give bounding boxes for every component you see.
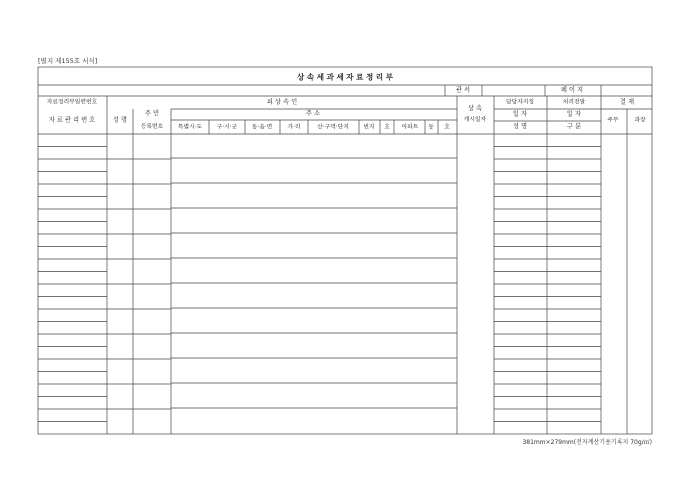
address-part-apartment: 아파트	[401, 124, 419, 131]
name-header: 성 명	[112, 116, 128, 124]
address-part-city: 구·시·군	[216, 124, 238, 131]
address-part-block: 산·구역·단지	[317, 124, 349, 131]
officer-date-header: 일 자	[512, 110, 528, 118]
resident-reg-header-top: 주 민	[144, 110, 160, 117]
decedent-header: 피 상 속 인	[266, 98, 298, 106]
address-part-lot: 번지	[363, 124, 375, 131]
approval-chief-header: 과장	[634, 117, 646, 124]
inheritance-header-bottom: 개시일자	[463, 117, 487, 123]
processing-date-header: 일 자	[566, 110, 582, 118]
record-serial-header: 자료정리부일련번호	[46, 99, 98, 106]
address-part-ho: 호	[384, 124, 390, 131]
officer-assignment-header: 담당자지정	[506, 99, 534, 106]
address-part-province: 특별시·도	[177, 124, 203, 131]
officer-name-header: 성 명	[512, 123, 528, 130]
processing-header: 처리전말	[562, 99, 586, 106]
address-header: 주 소	[305, 110, 321, 117]
form-title: 상 속 세 과 세 자 료 정 리 부	[297, 72, 393, 82]
form-border	[38, 67, 652, 434]
office-label: 관 서	[455, 86, 471, 94]
ledger-grid	[38, 67, 652, 434]
page-label: 페 이 지	[560, 86, 584, 94]
approval-staff-header: 주무	[607, 117, 619, 124]
address-part-dong: 동	[428, 124, 434, 131]
record-mgmt-no-header: 자 료 관 리 번 호	[48, 116, 96, 124]
form-number-label: [별지 제155호 서식]	[38, 57, 98, 65]
inheritance-header-top: 상 속	[467, 105, 483, 112]
resident-reg-header-bottom: 등록번호	[140, 124, 164, 130]
address-part-unit: 호	[444, 124, 450, 131]
approval-header: 결 재	[619, 98, 635, 106]
paper-spec-note: 381mm×279mm(전자계산기용기록지 70g/㎡)	[522, 439, 652, 446]
processing-type-header: 구 분	[566, 123, 582, 130]
address-part-town: 동·읍·면	[251, 124, 273, 131]
address-part-village: 가·리	[287, 124, 301, 131]
